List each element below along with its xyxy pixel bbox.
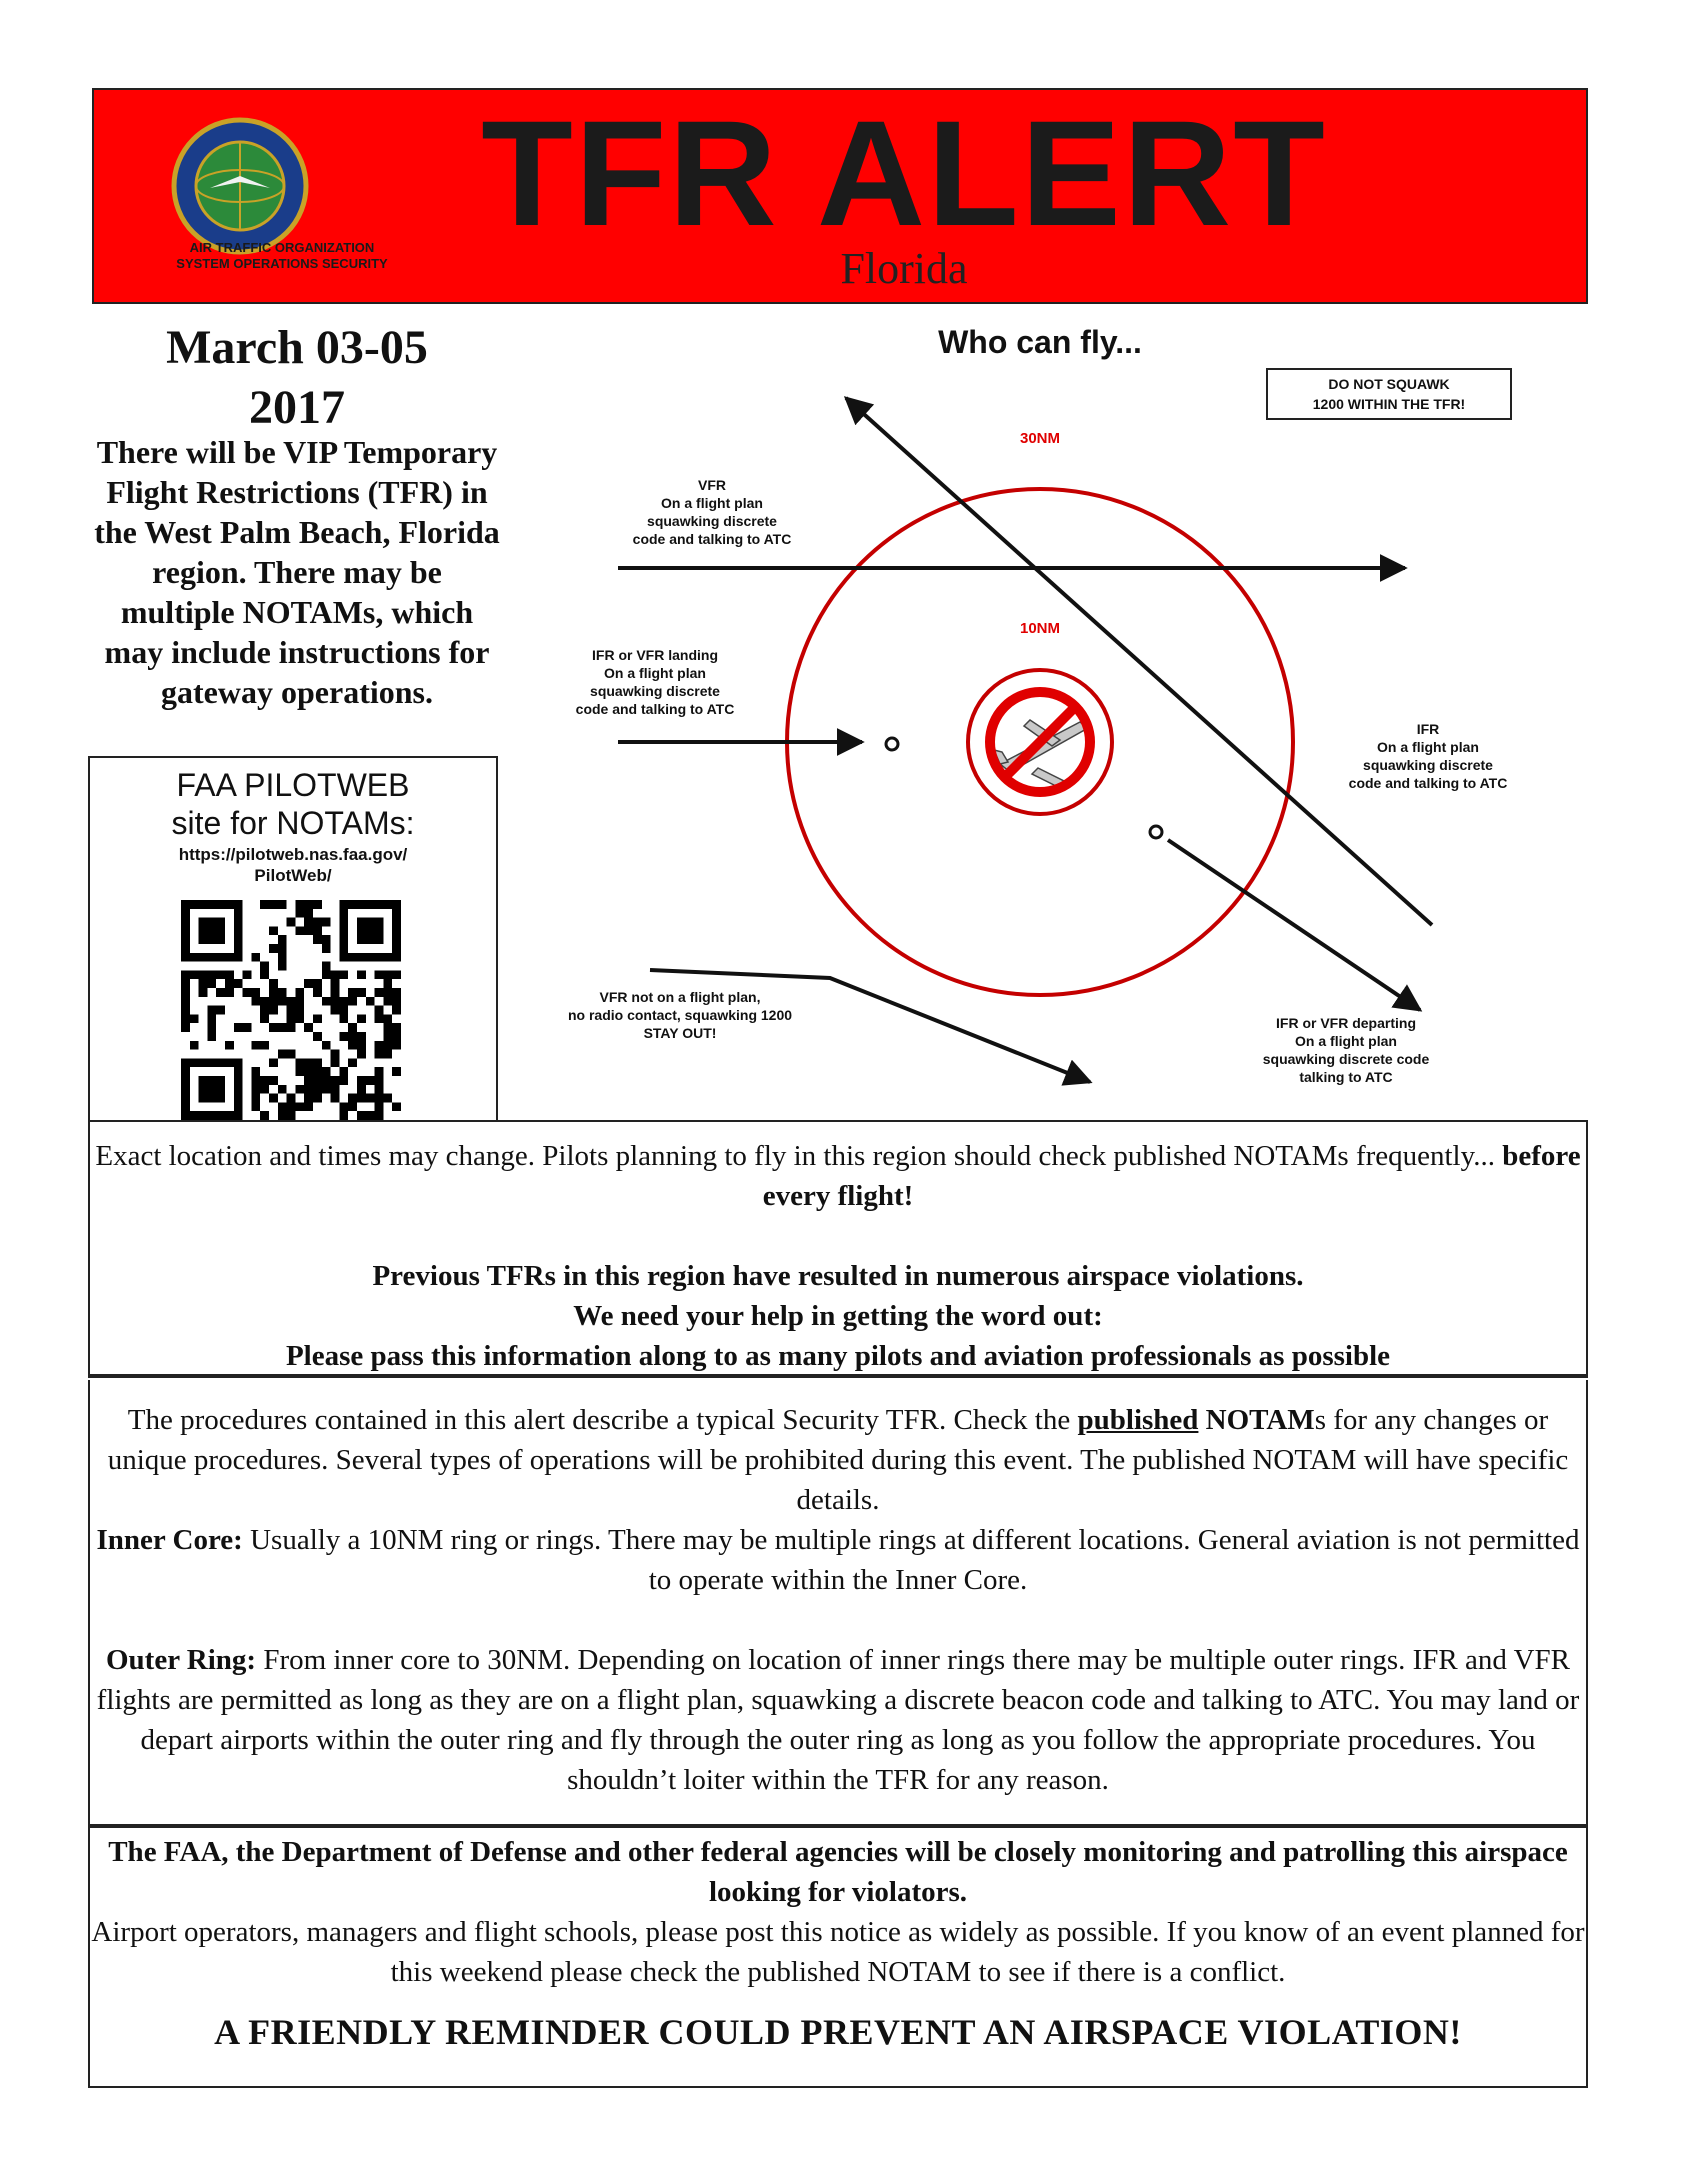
pilotweb-box [88,756,498,1120]
procedures-text: The procedures contained in this alert describe a typical Security TFR. Check the published NOTAMs for any changes or unique procedures. Several types of operations will be prohibited during this event. The published NOTAM will have specific details. [107,1404,1569,1516]
monitoring-box [88,1826,1588,2088]
landing-label: IFR or VFR landing On a flight plan squawking discrete code and talking to ATC [575,647,735,717]
procedures-box [88,1380,1588,1826]
page-subtitle: Florida [840,244,968,293]
page-title: TFR ALERT [481,89,1327,257]
ifr-diagonal-arrow [846,398,1432,925]
post-notice-text: Airport operators, managers and flight schools, please post this notice as widely as possible. If you know of an event planned for this weekend please check the published NOTAM to see if there is a conflict. [91,1916,1585,1988]
stay-out-label: VFR not on a flight plan, no radio contact, squawking 1200 STAY OUT! [567,989,793,1041]
inner-ring-label: 10NM [1019,620,1060,637]
pass-along-text: Please pass this information along to as many pilots and aviation professionals as possible [285,1340,1391,1372]
inner-core-text: Inner Core: Usually a 10NM ring or rings. There may be multiple rings at different locations. General aviation is not permitted to operate within the Inner Core. [96,1524,1580,1596]
no-fly-icon [990,692,1090,792]
airport-departing [1150,826,1162,838]
notice-text: Exact location and times may change. Pilots planning to fly in this region should check published NOTAMs frequently... [95,1140,1495,1172]
qr-code-icon[interactable] [178,900,404,1120]
intro-text: There will be VIP Temporary Flight Restrictions (TFR) in the West Palm Beach, Florida region. There may be multiple NOTAMs, which may include instructions for gateway operations. [94,434,500,710]
departing-label: IFR or VFR departing On a flight plan squawking discrete code talking to ATC [1262,1015,1430,1085]
faa-seal-icon [170,116,310,256]
diagram-title: Who can fly... [938,324,1142,360]
event-date: March 03-05 2017 [166,321,428,434]
alert-header [92,88,1588,304]
vfr-label: VFR On a flight plan squawking discrete code and talking to ATC [632,477,792,547]
notice-emphasis: before every flight! [762,1140,1581,1212]
departing-arrow [1168,840,1420,1010]
tfr-diagram [500,360,1600,1120]
pilotweb-title: FAA PILOTWEB site for NOTAMs: [171,767,415,841]
outer-ring-text: Outer Ring: From inner core to 30NM. Depending on location of inner rings there may be multiple outer rings. IFR and VFR flights are permitted as long as they are on a flight plan, squawking a discrete beacon code and talking to ATC. You may land or depart airports within the outer ring and fly through the outer ring as long as you follow the appropriate procedures. You shouldn’t loiter within the TFR for any reason. [96,1644,1580,1796]
friendly-reminder: A FRIENDLY REMINDER COULD PREVENT AN AIRSPACE VIOLATION! [214,2012,1462,2052]
help-text: We need your help in getting the word out: [573,1300,1103,1332]
squawk-warning-box: DO NOT SQUAWK 1200 WITHIN THE TFR! [1266,368,1512,420]
notice-box [88,1120,1588,1378]
violations-text: Previous TFRs in this region have resulted in numerous airspace violations. [372,1260,1304,1292]
monitoring-text: The FAA, the Department of Defense and other federal agencies will be closely monitoring and patrolling this airspace looking for violators. [108,1836,1568,1908]
org-text: AIR TRAFFIC ORGANIZATION SYSTEM OPERATIONS SECURITY [176,240,388,271]
pilotweb-url[interactable]: https://pilotweb.nas.faa.gov/ PilotWeb/ [178,845,408,885]
airport-landing [886,738,898,750]
ifr-label: IFR On a flight plan squawking discrete code and talking to ATC [1348,721,1508,791]
outer-ring-label: 30NM [1019,430,1060,447]
